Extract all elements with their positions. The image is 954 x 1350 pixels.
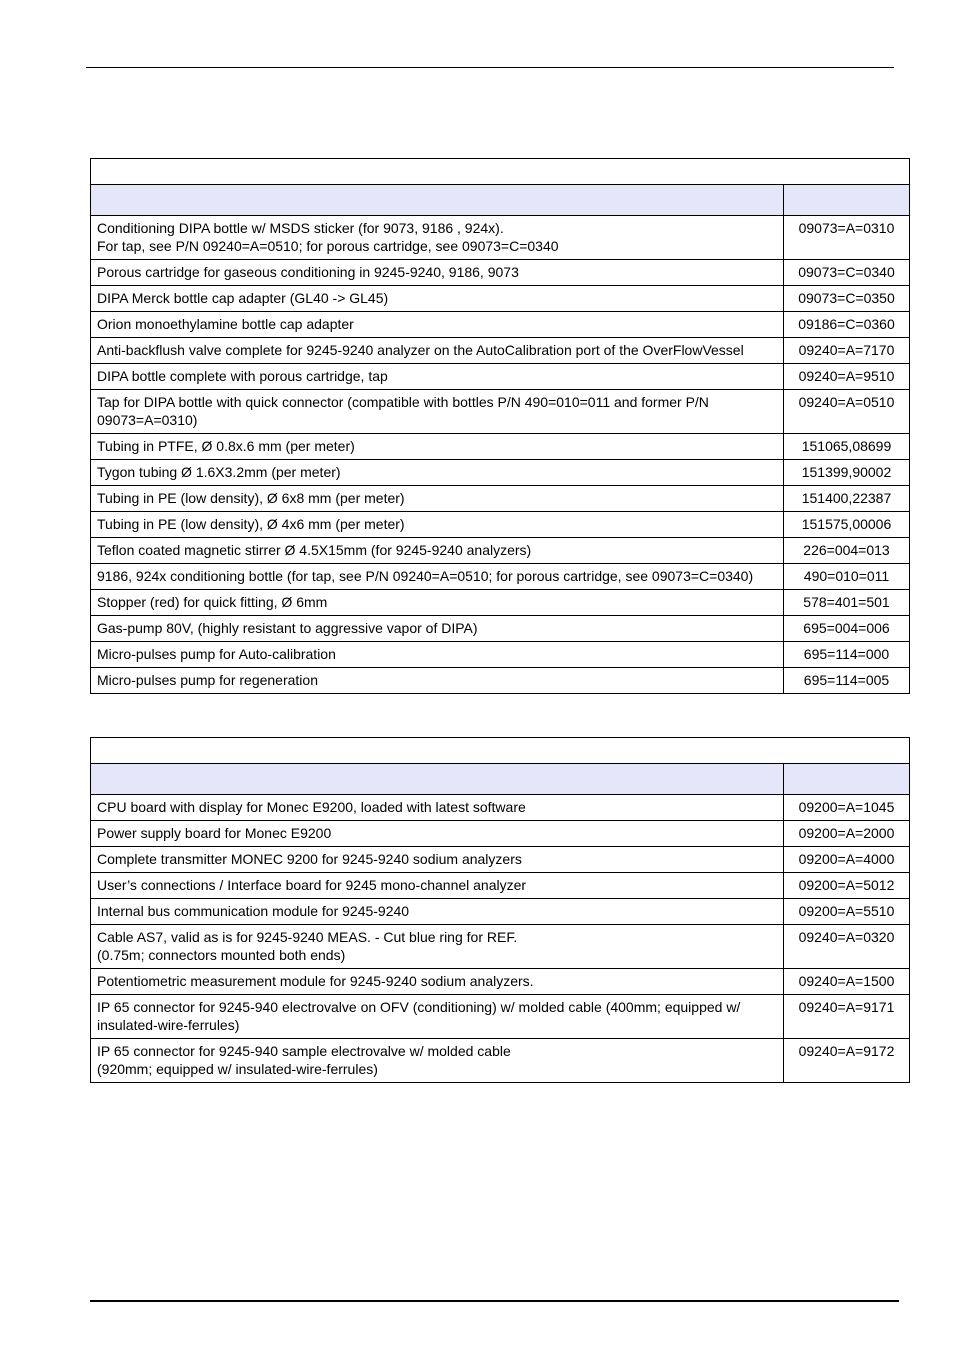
part-description-continued: insulated-wire-ferrules) (97, 1017, 240, 1033)
part-description-cell (91, 312, 784, 338)
part-description-cell (91, 434, 784, 460)
part-number: 09240=A=0320 (784, 925, 910, 969)
table-row (91, 616, 910, 642)
part-number: 151065,08699 (784, 434, 910, 460)
part-description: Anti-backflush valve complete for 9245-9240 analyzer on the AutoCalibration port of the OverFlowVessel (97, 342, 744, 358)
part-number: 09073=C=0350 (784, 286, 910, 312)
part-number: 09240=A=7170 (784, 338, 910, 364)
table-row (91, 538, 910, 564)
part-description-cell (91, 460, 784, 486)
table-row (91, 668, 910, 694)
part-description: DIPA Merck bottle cap adapter (GL40 -> GL45) (97, 290, 389, 306)
part-number: 226=004=013 (784, 538, 910, 564)
part-description: Micro-pulses pump for Auto-calibration (97, 646, 336, 662)
part-number: 09200=A=4000 (784, 847, 910, 873)
part-description-cell (91, 616, 784, 642)
part-description-cell (91, 795, 784, 821)
part-description: Tubing in PE (low density), Ø 4x6 mm (per meter) (97, 516, 405, 532)
table-row (91, 847, 910, 873)
part-description: Orion monoethylamine bottle cap adapter (97, 316, 354, 332)
part-description-cell (91, 590, 784, 616)
part-description-cell (91, 390, 784, 434)
part-description-cell (91, 873, 784, 899)
part-description-continued: For tap, see P/N 09240=A=0510; for porous cartridge, see 09073=C=0340 (97, 238, 559, 254)
table-row (91, 512, 910, 538)
part-description-cell (91, 995, 784, 1039)
part-number: 578=401=501 (784, 590, 910, 616)
table-row (91, 216, 910, 260)
part-number: 09200=A=1045 (784, 795, 910, 821)
part-description: Complete transmitter MONEC 9200 for 9245-9240 sodium analyzers (97, 851, 522, 867)
table-row (91, 312, 910, 338)
table-title (91, 159, 910, 185)
part-description: Micro-pulses pump for regeneration (97, 672, 318, 688)
part-number: 151399,90002 (784, 460, 910, 486)
table-row (91, 821, 910, 847)
part-description: IP 65 connector for 9245-940 electrovalve on OFV (conditioning) w/ molded cable (400mm; equipped w/ (97, 999, 741, 1015)
table-row (91, 338, 910, 364)
part-description: Power supply board for Monec E9200 (97, 825, 332, 841)
part-number: 151575,00006 (784, 512, 910, 538)
part-description-cell (91, 642, 784, 668)
part-description-cell (91, 286, 784, 312)
part-description-cell (91, 847, 784, 873)
part-description-cell (91, 668, 784, 694)
table-row (91, 286, 910, 312)
table-title (91, 738, 910, 764)
part-description: IP 65 connector for 9245-940 sample electrovalve w/ molded cable (97, 1043, 511, 1059)
table-row (91, 795, 910, 821)
part-description-cell (91, 1039, 784, 1083)
part-number: 09186=C=0360 (784, 312, 910, 338)
part-description: Cable AS7, valid as is for 9245-9240 MEAS. - Cut blue ring for REF. (97, 929, 518, 945)
table-row (91, 364, 910, 390)
part-description-cell (91, 925, 784, 969)
part-description-cell (91, 538, 784, 564)
header-description (91, 764, 784, 795)
footer-rule (90, 1300, 899, 1302)
table-row (91, 873, 910, 899)
part-number: 09200=A=5012 (784, 873, 910, 899)
part-description-cell (91, 899, 784, 925)
part-number: 09240=A=9171 (784, 995, 910, 1039)
part-description: Tap for DIPA bottle with quick connector (compatible with bottles P/N 490=010=011 and former P/N (97, 394, 709, 410)
part-description-cell (91, 512, 784, 538)
part-description: 9186, 924x conditioning bottle (for tap, see P/N 09240=A=0510; for porous cartridge, see 09073=C=0340) (97, 568, 754, 584)
part-description: User’s connections / Interface board for 9245 mono-channel analyzer (97, 877, 527, 893)
part-description-cell (91, 969, 784, 995)
part-description: Tubing in PE (low density), Ø 6x8 mm (per meter) (97, 490, 405, 506)
part-number: 695=114=000 (784, 642, 910, 668)
part-number: 151400,22387 (784, 486, 910, 512)
header-description (91, 185, 784, 216)
part-number: 09073=C=0340 (784, 260, 910, 286)
table-row (91, 564, 910, 590)
header-part-number (784, 185, 910, 216)
part-number: 695=004=006 (784, 616, 910, 642)
part-description-cell (91, 564, 784, 590)
part-description: Conditioning DIPA bottle w/ MSDS sticker (for 9073, 9186 , 924x). (97, 220, 504, 236)
part-number: 490=010=011 (784, 564, 910, 590)
part-description-cell (91, 216, 784, 260)
part-description: Stopper (red) for quick fitting, Ø 6mm (97, 594, 328, 610)
table-body (91, 159, 910, 694)
table-row (91, 925, 910, 969)
part-description-continued: (0.75m; connectors mounted both ends) (97, 947, 346, 963)
table-row (91, 995, 910, 1039)
table-row (91, 260, 910, 286)
part-number: 09240=A=1500 (784, 969, 910, 995)
part-number: 09240=A=9172 (784, 1039, 910, 1083)
part-number: 09240=A=9510 (784, 364, 910, 390)
table-row (91, 1039, 910, 1083)
part-description-continued: 09073=A=0310) (97, 412, 198, 428)
table-row (91, 434, 910, 460)
part-description: Internal bus communication module for 9245-9240 (97, 903, 410, 919)
part-description-cell (91, 486, 784, 512)
part-description: Gas-pump 80V, (highly resistant to aggressive vapor of DIPA) (97, 620, 478, 636)
part-description: CPU board with display for Monec E9200, loaded with latest software (97, 799, 526, 815)
part-description-cell (91, 364, 784, 390)
part-description: Tubing in PTFE, Ø 0.8x.6 mm (per meter) (97, 438, 355, 454)
part-description: Porous cartridge for gaseous conditioning in 9245-9240, 9186, 9073 (97, 264, 519, 280)
part-description-cell (91, 338, 784, 364)
header-rule (86, 67, 894, 68)
table-row (91, 969, 910, 995)
part-number: 09240=A=0510 (784, 390, 910, 434)
table-body (91, 738, 910, 1083)
part-description: Tygon tubing Ø 1.6X3.2mm (per meter) (97, 464, 341, 480)
part-description: Potentiometric measurement module for 9245-9240 sodium analyzers. (97, 973, 534, 989)
table-row (91, 899, 910, 925)
parts-table-electronics (90, 737, 910, 1083)
table-row (91, 460, 910, 486)
table-row (91, 642, 910, 668)
part-description-cell (91, 821, 784, 847)
part-description-cell (91, 260, 784, 286)
part-description: DIPA bottle complete with porous cartridge, tap (97, 368, 388, 384)
part-number: 695=114=005 (784, 668, 910, 694)
parts-table-conditioning (90, 158, 910, 694)
header-part-number (784, 764, 910, 795)
table-row (91, 486, 910, 512)
table-row (91, 390, 910, 434)
part-description-continued: (920mm; equipped w/ insulated-wire-ferrules) (97, 1061, 378, 1077)
table-row (91, 590, 910, 616)
part-number: 09200=A=5510 (784, 899, 910, 925)
part-number: 09073=A=0310 (784, 216, 910, 260)
part-number: 09200=A=2000 (784, 821, 910, 847)
part-description: Teflon coated magnetic stirrer Ø 4.5X15mm (for 9245-9240 analyzers) (97, 542, 532, 558)
